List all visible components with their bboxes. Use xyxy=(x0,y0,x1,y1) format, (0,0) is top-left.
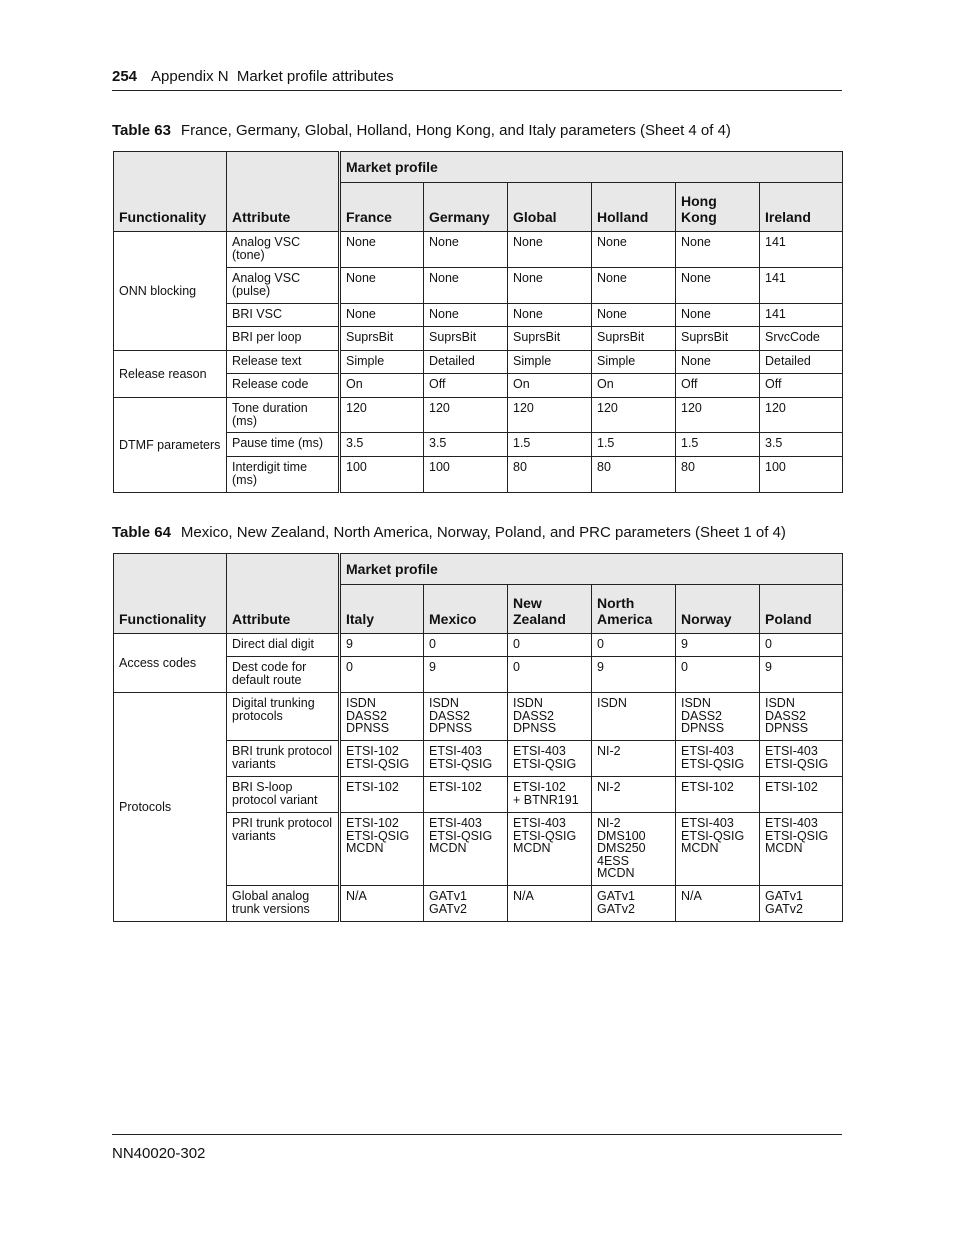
functionality-cell: Protocols xyxy=(114,693,227,922)
value-cell: SuprsBit xyxy=(508,327,592,351)
value-cell: 0 xyxy=(424,634,508,657)
value-cell: None xyxy=(340,232,424,268)
column-header-profile: Holland xyxy=(592,183,676,232)
value-cell: 141 xyxy=(760,268,843,304)
table63-title: France, Germany, Global, Holland, Hong Kong, and Italy parameters (Sheet 4 of 4) xyxy=(180,122,731,139)
column-header-profile: Germany xyxy=(424,183,508,232)
value-cell: Simple xyxy=(508,351,592,374)
attribute-cell: Digital trunking protocols xyxy=(227,693,340,741)
value-cell: 1.5 xyxy=(676,433,760,457)
value-cell: None xyxy=(592,268,676,304)
value-cell: ETSI-403 ETSI-QSIG xyxy=(424,741,508,777)
value-cell: ETSI-102 ETSI-QSIG MCDN xyxy=(340,813,424,886)
value-cell: None xyxy=(508,268,592,304)
attribute-cell: Tone duration (ms) xyxy=(227,398,340,433)
value-cell: 0 xyxy=(340,657,424,693)
column-header-attribute: Attribute xyxy=(227,152,340,232)
table-row xyxy=(114,351,843,374)
value-cell: 3.5 xyxy=(424,433,508,457)
value-cell: N/A xyxy=(508,886,592,922)
attribute-cell: Release code xyxy=(227,374,340,398)
value-cell: Detailed xyxy=(424,351,508,374)
value-cell: On xyxy=(508,374,592,398)
value-cell: None xyxy=(424,304,508,327)
value-cell: SuprsBit xyxy=(592,327,676,351)
column-header-profile: Ireland xyxy=(760,183,843,232)
value-cell: GATv1 GATv2 xyxy=(760,886,843,922)
column-header-profile: Poland xyxy=(760,585,843,634)
value-cell: 120 xyxy=(676,398,760,433)
value-cell: 141 xyxy=(760,304,843,327)
page-header xyxy=(112,68,842,85)
value-cell: None xyxy=(508,232,592,268)
value-cell: SuprsBit xyxy=(340,327,424,351)
attribute-cell: Dest code for default route xyxy=(227,657,340,693)
value-cell: ETSI-102 + BTNR191 xyxy=(508,777,592,813)
value-cell: None xyxy=(424,232,508,268)
value-cell: 0 xyxy=(508,634,592,657)
doc-number: NN40020-302 xyxy=(112,1145,206,1162)
value-cell: 0 xyxy=(508,657,592,693)
value-cell: ETSI-102 xyxy=(424,777,508,813)
attribute-cell: Release text xyxy=(227,351,340,374)
column-header-market-profile: Market profile xyxy=(340,152,843,183)
footer-rule xyxy=(112,1134,842,1135)
value-cell: ETSI-102 xyxy=(676,777,760,813)
value-cell: None xyxy=(592,232,676,268)
value-cell: ISDN DASS2 DPNSS xyxy=(424,693,508,741)
value-cell: None xyxy=(676,232,760,268)
value-cell: 3.5 xyxy=(340,433,424,457)
column-header-functionality: Functionality xyxy=(114,152,227,232)
functionality-cell: DTMF parameters xyxy=(114,398,227,493)
value-cell: ETSI-403 ETSI-QSIG MCDN xyxy=(676,813,760,886)
value-cell: 100 xyxy=(340,457,424,493)
value-cell: 9 xyxy=(676,634,760,657)
value-cell: On xyxy=(592,374,676,398)
value-cell: 3.5 xyxy=(760,433,843,457)
value-cell: Detailed xyxy=(760,351,843,374)
functionality-cell: ONN blocking xyxy=(114,232,227,351)
value-cell: 120 xyxy=(760,398,843,433)
column-header-functionality: Functionality xyxy=(114,554,227,634)
value-cell: Simple xyxy=(340,351,424,374)
value-cell: Off xyxy=(424,374,508,398)
value-cell: ISDN xyxy=(592,693,676,741)
value-cell: ETSI-102 xyxy=(340,777,424,813)
attribute-cell: BRI S-loop protocol variant xyxy=(227,777,340,813)
value-cell: ETSI-403 ETSI-QSIG MCDN xyxy=(508,813,592,886)
page-header-title: Appendix N Market profile attributes xyxy=(151,68,394,85)
attribute-cell: Interdigit time (ms) xyxy=(227,457,340,493)
column-header-profile: Italy xyxy=(340,585,424,634)
value-cell: None xyxy=(340,304,424,327)
value-cell: NI-2 xyxy=(592,741,676,777)
value-cell: 120 xyxy=(508,398,592,433)
value-cell: None xyxy=(676,304,760,327)
attribute-cell: Analog VSC (pulse) xyxy=(227,268,340,304)
value-cell: N/A xyxy=(676,886,760,922)
value-cell: 120 xyxy=(424,398,508,433)
value-cell: ETSI-403 ETSI-QSIG MCDN xyxy=(760,813,843,886)
value-cell: ETSI-102 xyxy=(760,777,843,813)
value-cell: Simple xyxy=(592,351,676,374)
value-cell: NI-2 xyxy=(592,777,676,813)
attribute-cell: PRI trunk protocol variants xyxy=(227,813,340,886)
header-row xyxy=(114,152,843,183)
value-cell: 100 xyxy=(424,457,508,493)
value-cell: ISDN DASS2 DPNSS xyxy=(508,693,592,741)
functionality-cell: Release reason xyxy=(114,351,227,398)
value-cell: NI-2 DMS100 DMS250 4ESS MCDN xyxy=(592,813,676,886)
value-cell: On xyxy=(340,374,424,398)
value-cell: SuprsBit xyxy=(424,327,508,351)
header-row xyxy=(114,554,843,585)
value-cell: None xyxy=(592,304,676,327)
value-cell: N/A xyxy=(340,886,424,922)
attribute-cell: Global analog trunk versions xyxy=(227,886,340,922)
value-cell: GATv1 GATv2 xyxy=(424,886,508,922)
value-cell: Off xyxy=(676,374,760,398)
table-row xyxy=(114,634,843,657)
value-cell: None xyxy=(676,351,760,374)
column-header-attribute: Attribute xyxy=(227,554,340,634)
value-cell: 9 xyxy=(760,657,843,693)
value-cell: SuprsBit xyxy=(676,327,760,351)
value-cell: 120 xyxy=(340,398,424,433)
table63 xyxy=(113,151,843,493)
value-cell: 141 xyxy=(760,232,843,268)
page-number: 254 xyxy=(112,68,138,85)
value-cell: 80 xyxy=(592,457,676,493)
value-cell: ETSI-403 ETSI-QSIG MCDN xyxy=(424,813,508,886)
value-cell: ISDN DASS2 DPNSS xyxy=(340,693,424,741)
value-cell: 80 xyxy=(508,457,592,493)
value-cell: 9 xyxy=(340,634,424,657)
attribute-cell: Pause time (ms) xyxy=(227,433,340,457)
value-cell: None xyxy=(676,268,760,304)
header-rule xyxy=(112,90,842,91)
value-cell: ETSI-403 ETSI-QSIG xyxy=(760,741,843,777)
table-row xyxy=(114,232,843,268)
table-row xyxy=(114,693,843,741)
value-cell: 100 xyxy=(760,457,843,493)
table-row xyxy=(114,398,843,433)
column-header-profile: Mexico xyxy=(424,585,508,634)
table64 xyxy=(113,553,843,922)
attribute-cell: BRI VSC xyxy=(227,304,340,327)
table63-caption xyxy=(112,122,731,139)
value-cell: ETSI-403 ETSI-QSIG xyxy=(676,741,760,777)
value-cell: Off xyxy=(760,374,843,398)
value-cell: GATv1 GATv2 xyxy=(592,886,676,922)
column-header-market-profile: Market profile xyxy=(340,554,843,585)
value-cell: None xyxy=(424,268,508,304)
value-cell: 9 xyxy=(592,657,676,693)
value-cell: 120 xyxy=(592,398,676,433)
value-cell: ETSI-102 ETSI-QSIG xyxy=(340,741,424,777)
value-cell: 0 xyxy=(592,634,676,657)
column-header-profile: Norway xyxy=(676,585,760,634)
value-cell: None xyxy=(340,268,424,304)
value-cell: 9 xyxy=(424,657,508,693)
attribute-cell: Direct dial digit xyxy=(227,634,340,657)
table63-label: Table 63 xyxy=(112,122,171,139)
column-header-profile: France xyxy=(340,183,424,232)
value-cell: ISDN DASS2 DPNSS xyxy=(760,693,843,741)
column-header-profile: North America xyxy=(592,585,676,634)
value-cell: ETSI-403 ETSI-QSIG xyxy=(508,741,592,777)
functionality-cell: Access codes xyxy=(114,634,227,693)
attribute-cell: BRI per loop xyxy=(227,327,340,351)
table64-caption xyxy=(112,524,786,541)
table64-title: Mexico, New Zealand, North America, Norway, Poland, and PRC parameters (Sheet 1 of 4) xyxy=(180,524,786,541)
value-cell: 80 xyxy=(676,457,760,493)
value-cell: 0 xyxy=(760,634,843,657)
attribute-cell: Analog VSC (tone) xyxy=(227,232,340,268)
column-header-profile: New Zealand xyxy=(508,585,592,634)
column-header-profile: Hong Kong xyxy=(676,183,760,232)
attribute-cell: BRI trunk protocol variants xyxy=(227,741,340,777)
column-header-profile: Global xyxy=(508,183,592,232)
table64-label: Table 64 xyxy=(112,524,171,541)
value-cell: 0 xyxy=(676,657,760,693)
value-cell: 1.5 xyxy=(592,433,676,457)
value-cell: None xyxy=(508,304,592,327)
value-cell: 1.5 xyxy=(508,433,592,457)
value-cell: SrvcCode xyxy=(760,327,843,351)
value-cell: ISDN DASS2 DPNSS xyxy=(676,693,760,741)
